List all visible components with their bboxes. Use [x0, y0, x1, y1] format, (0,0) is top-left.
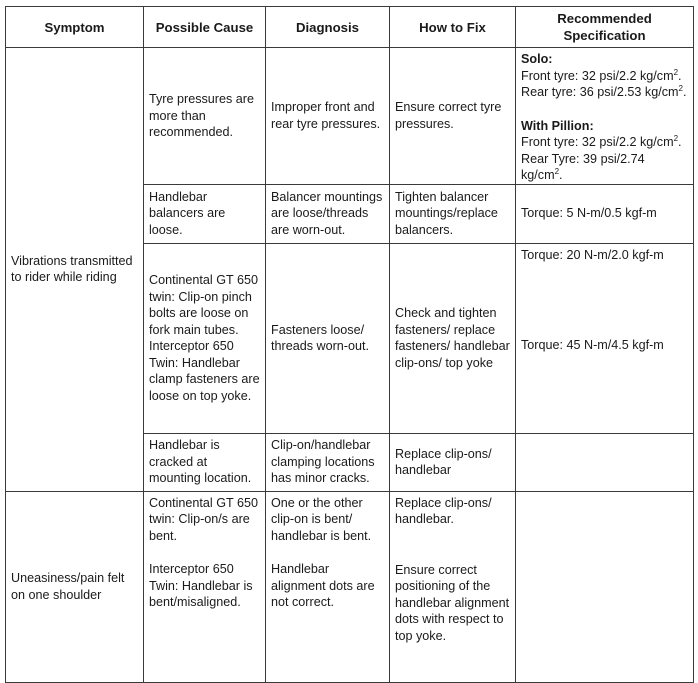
fix-a: Replace clip-ons/ handlebar.: [395, 495, 492, 526]
spec-cell: Torque: 5 N-m/0.5 kgf-m: [516, 184, 694, 243]
cause-cell: Handlebar is cracked at mounting location.: [144, 433, 266, 491]
symptom-cell: Vibrations transmitted to rider while riding: [6, 48, 144, 492]
table-row: [6, 491, 694, 682]
spec-pillion-rear: Rear Tyre: 39 psi/2.74 $kg/cm^2$.: [521, 151, 645, 182]
diagnosis-cell: Improper front and rear tyre pressures.: [266, 48, 390, 185]
spec-cell: [516, 243, 694, 433]
spec-pillion-front: Front tyre: 32 psi/2.2 $kg/cm^2$.: [521, 133, 682, 149]
header-diagnosis: Diagnosis: [266, 7, 390, 48]
header-possible-cause: Possible Cause: [144, 7, 266, 48]
spec-torque-top: Torque: 20 N-m/2.0 kgf-m: [521, 247, 664, 262]
header-recommended-specification: Recommended Specification: [516, 7, 694, 48]
cause-b: Interceptor 650 Twin: Handlebar is bent/misaligned.: [149, 562, 253, 609]
diagnosis-a: One or the other clip-on is bent/ handlebar is bent.: [271, 495, 372, 543]
header-symptom: Symptom: [6, 7, 144, 48]
cause-a: Continental GT 650 twin: Clip-on/s are bent.: [149, 495, 258, 543]
table-row: [6, 48, 694, 185]
spec-pillion-heading: With Pillion:: [521, 118, 594, 133]
fix-cell: Ensure correct tyre pressures.: [390, 48, 516, 185]
cause-cell: Continental GT 650 twin: Clip-on pinch bolts are loose on fork main tubes. Interceptor 650 Twin: Handlebar clamp fasteners are loose on top yoke.: [144, 243, 266, 433]
fix-cell: Replace clip-ons/ handlebar: [390, 433, 516, 491]
diagnosis-cell: Clip-on/handlebar clamping locations has minor cracks.: [266, 433, 390, 491]
header-row: [6, 7, 694, 48]
fix-b: Ensure correct positioning of the handlebar alignment dots with respect to top yoke.: [395, 562, 510, 643]
cause-cell: Tyre pressures are more than recommended.: [144, 48, 266, 185]
fix-cell: Check and tighten fasteners/ replace fasteners/ handlebar clip-ons/ top yoke: [390, 243, 516, 433]
cause-cell: [144, 491, 266, 682]
header-how-to-fix: How to Fix: [390, 7, 516, 48]
spec-cell: [516, 433, 694, 491]
spec-cell: [516, 48, 694, 185]
troubleshooting-table: [5, 6, 694, 683]
spec-solo-heading: Solo:: [521, 52, 553, 66]
diagnosis-b: Handlebar alignment dots are not correct.: [271, 562, 375, 609]
diagnosis-cell: [266, 491, 390, 682]
diagnosis-cell: Fasteners loose/ threads worn-out.: [266, 243, 390, 433]
fix-cell: Tighten balancer mountings/replace balancers.: [390, 184, 516, 243]
fix-cell: [390, 491, 516, 682]
symptom-cell: Uneasiness/pain felt on one shoulder: [6, 491, 144, 682]
diagnosis-cell: Balancer mountings are loose/threads are worn-out.: [266, 184, 390, 243]
spec-torque-bottom: Torque: 45 N-m/4.5 kgf-m: [521, 338, 664, 352]
cause-cell: Handlebar balancers are loose.: [144, 184, 266, 243]
spec-solo-rear: Rear tyre: 36 psi/2.53 $kg/cm^2$.: [521, 83, 687, 99]
spec-cell: [516, 491, 694, 682]
spec-solo-front: Front tyre: 32 psi/2.2 $kg/cm^2$.: [521, 67, 682, 83]
